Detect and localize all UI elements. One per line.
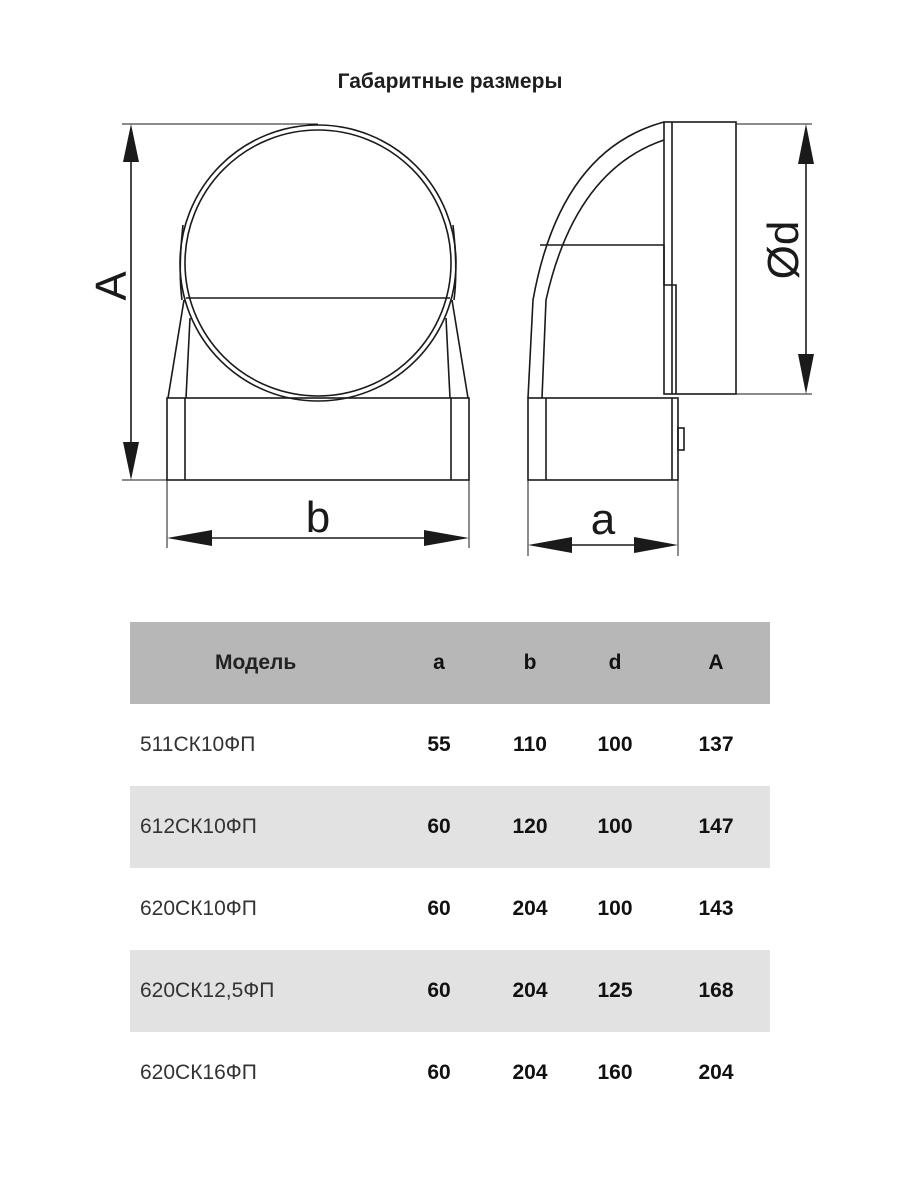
table-row (130, 950, 770, 1032)
b-cell: 204 (512, 897, 548, 920)
b-cell: 204 (512, 1061, 548, 1084)
header-model: Модель (215, 651, 297, 674)
b-cell: 204 (512, 979, 548, 1002)
model-cell: 511СК10ФП (140, 733, 256, 756)
table-row (130, 786, 770, 868)
A-cell: 204 (698, 1061, 734, 1084)
dimensions-table (130, 622, 770, 1114)
model-cell: 612СК10ФП (140, 815, 257, 838)
dimension-A (122, 124, 318, 480)
d-cell: 125 (597, 979, 633, 1002)
header-A: A (708, 651, 724, 674)
header-a: a (433, 651, 445, 674)
label-a: a (590, 495, 616, 544)
A-cell: 143 (698, 897, 734, 920)
table-row (130, 1032, 770, 1114)
side-view (528, 122, 736, 480)
header-b: b (523, 651, 537, 674)
table-row (130, 704, 770, 786)
A-cell: 168 (698, 979, 734, 1002)
model-cell: 620СК12,5ФП (140, 979, 275, 1002)
label-A: A (87, 271, 136, 301)
a-cell: 55 (427, 733, 451, 756)
model-cell: 620СК16ФП (140, 1061, 257, 1084)
label-b: b (305, 493, 331, 542)
b-cell: 110 (513, 733, 547, 756)
header-d: d (608, 651, 622, 674)
a-cell: 60 (427, 815, 451, 838)
a-cell: 60 (427, 1061, 451, 1084)
d-cell: 100 (597, 815, 633, 838)
b-cell: 120 (512, 815, 548, 838)
a-cell: 60 (427, 897, 451, 920)
label-d: Ød (759, 220, 808, 280)
model-cell: 620СК10ФП (140, 897, 257, 920)
table-header-row (130, 622, 770, 704)
front-view (167, 125, 469, 480)
A-cell: 137 (698, 733, 734, 756)
table-row (130, 868, 770, 950)
page-title: Габаритные размеры (337, 70, 563, 93)
d-cell: 100 (597, 897, 633, 920)
A-cell: 147 (698, 815, 734, 838)
d-cell: 100 (597, 733, 633, 756)
d-cell: 160 (597, 1061, 633, 1084)
a-cell: 60 (427, 979, 451, 1002)
